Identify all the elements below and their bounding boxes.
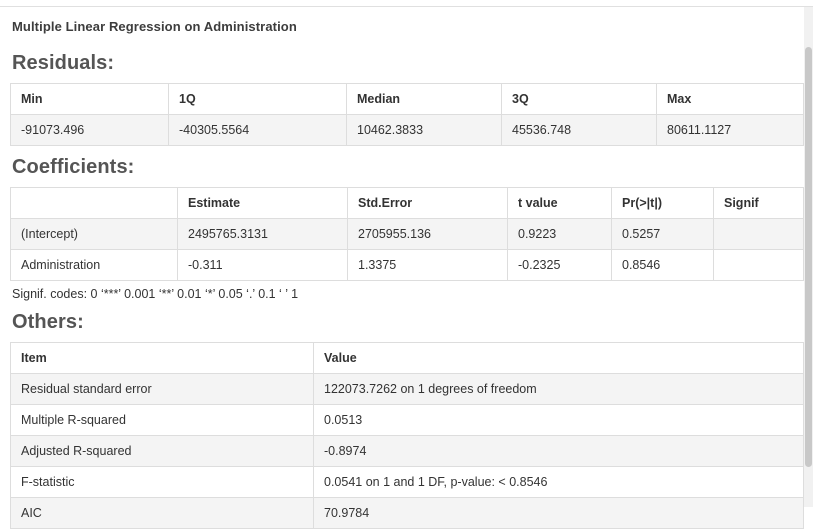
page-title: Multiple Linear Regression on Administration <box>12 19 297 34</box>
column-header: Median <box>347 84 502 115</box>
table-cell: AIC <box>11 498 314 529</box>
others-heading: Others: <box>12 311 84 333</box>
table-cell <box>714 250 804 281</box>
column-header: Std.Error <box>348 188 508 219</box>
report-content <box>0 19 813 529</box>
table-cell: 0.8546 <box>612 250 714 281</box>
table-cell: -0.8974 <box>314 436 804 467</box>
table-cell: 45536.748 <box>502 115 657 146</box>
table-cell: (Intercept) <box>11 219 178 250</box>
table-header-row <box>11 84 804 115</box>
table-cell: Multiple R-squared <box>11 405 314 436</box>
top-divider <box>0 0 813 7</box>
table-cell: Residual standard error <box>11 374 314 405</box>
coefficients-heading: Coefficients: <box>12 156 135 178</box>
column-header: 1Q <box>169 84 347 115</box>
signif-codes-note: Signif. codes: 0 ‘***’ 0.001 ‘**’ 0.01 ‘*’ 0.05 ‘.’ 0.1 ‘ ’ 1 <box>12 287 299 301</box>
table-cell: 0.0541 on 1 and 1 DF, p-value: < 0.8546 <box>314 467 804 498</box>
table-row <box>11 405 804 436</box>
table-cell: -91073.496 <box>11 115 169 146</box>
table-row <box>11 219 804 250</box>
table-cell: 0.5257 <box>612 219 714 250</box>
others-table <box>10 342 804 529</box>
table-header-row <box>11 188 804 219</box>
table-cell: 0.9223 <box>508 219 612 250</box>
table-header-row <box>11 343 804 374</box>
table-cell: 2705955.136 <box>348 219 508 250</box>
residuals-heading: Residuals: <box>12 52 115 74</box>
table-row <box>11 115 804 146</box>
column-header: Min <box>11 84 169 115</box>
table-row <box>11 498 804 529</box>
column-header: Signif <box>714 188 804 219</box>
column-header: Item <box>11 343 314 374</box>
column-header: 3Q <box>502 84 657 115</box>
column-header: Value <box>314 343 804 374</box>
table-cell: 10462.3833 <box>347 115 502 146</box>
table-cell: 2495765.3131 <box>178 219 348 250</box>
table-cell: 0.0513 <box>314 405 804 436</box>
table-cell <box>714 219 804 250</box>
column-header: Estimate <box>178 188 348 219</box>
table-cell: F-statistic <box>11 467 314 498</box>
scrollbar-thumb[interactable] <box>805 47 812 467</box>
column-header: Pr(>|t|) <box>612 188 714 219</box>
vertical-scrollbar[interactable] <box>804 7 813 507</box>
table-cell: 80611.1127 <box>657 115 804 146</box>
column-header: Max <box>657 84 804 115</box>
table-cell: 122073.7262 on 1 degrees of freedom <box>314 374 804 405</box>
table-cell: Adjusted R-squared <box>11 436 314 467</box>
table-cell: 1.3375 <box>348 250 508 281</box>
residuals-table <box>10 83 804 146</box>
coefficients-table <box>10 187 804 281</box>
table-cell: -0.311 <box>178 250 348 281</box>
table-cell: 70.9784 <box>314 498 804 529</box>
table-row <box>11 436 804 467</box>
column-header: t value <box>508 188 612 219</box>
table-row <box>11 374 804 405</box>
column-header <box>11 188 178 219</box>
table-cell: -40305.5564 <box>169 115 347 146</box>
table-cell: Administration <box>11 250 178 281</box>
table-row <box>11 467 804 498</box>
table-row <box>11 250 804 281</box>
table-cell: -0.2325 <box>508 250 612 281</box>
